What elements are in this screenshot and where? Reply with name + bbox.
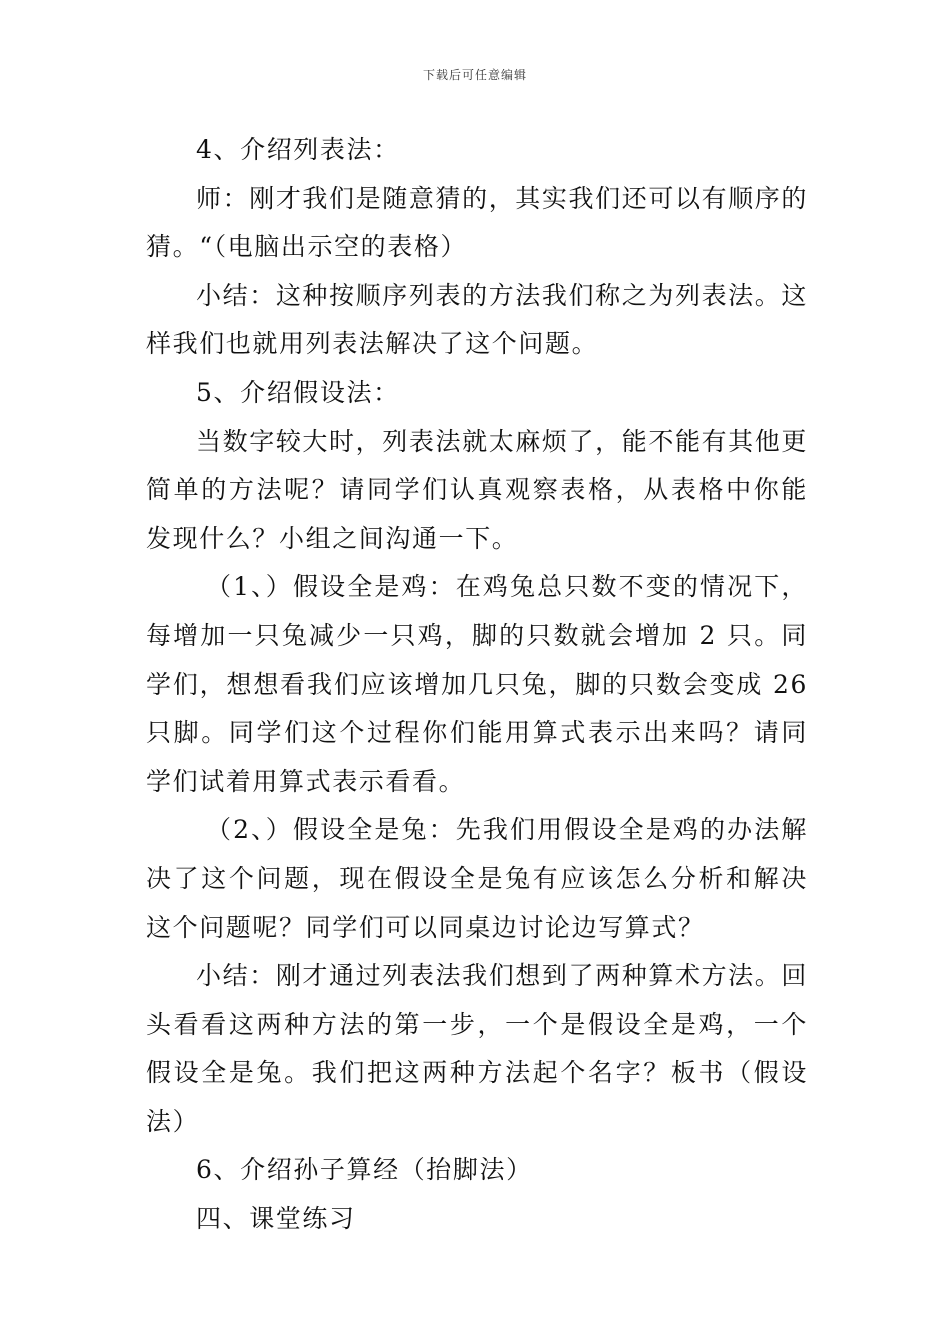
paragraph-assume-all-rabbits: （2、）假设全是兔：先我们用假设全是鸡的办法解决了这个问题，现在假设全是兔有应该怎么分析和解决这个问题呢？同学们可以同桌边讨论边写算式？: [146, 815, 808, 942]
page-header: 下载后可任意编辑: [422, 68, 527, 82]
paragraph-heading-assumption-method: 5、介绍假设法：: [196, 377, 400, 407]
document-body: [146, 126, 808, 1244]
paragraph-heading-list-method: 4、介绍列表法：: [196, 135, 400, 164]
paragraph-large-numbers: 当数字较大时，列表法就太麻烦了，能不能有其他更简单的方法呢？请同学们认真观察表格，从表格中你能发现什么？小组之间沟通一下。: [146, 426, 808, 553]
paragraph-heading-sunzi: 6、介绍孙子算经（抬脚法）: [196, 1155, 533, 1185]
paragraph-assume-all-chickens: （1、）假设全是鸡：在鸡兔总只数不变的情况下，每增加一只兔减少一只鸡，脚的只数就会增加 2 只。同学们，想想看我们应该增加几只兔，脚的只数会变成 26 只脚。同学们这个过程你们能用算式表示出来吗？请同学们试着用算式表示看看。: [146, 572, 808, 796]
paragraph-teacher-guess: 师：刚才我们是随意猜的，其实我们还可以有顺序的猜。“（电脑出示空的表格）: [146, 183, 808, 262]
paragraph-summary-list-method: 小结：这种按顺序列表的方法我们称之为列表法。这样我们也就用列表法解决了这个问题。: [146, 280, 808, 359]
paragraph-summary-assumption: 小结：刚才通过列表法我们想到了两种算术方法。回头看看这两种方法的第一步，一个是假设全是鸡，一个假设全是兔。我们把这两种方法起个名字？板书（假设法）: [146, 961, 808, 1136]
paragraph-heading-practice: 四、课堂练习: [196, 1204, 356, 1234]
